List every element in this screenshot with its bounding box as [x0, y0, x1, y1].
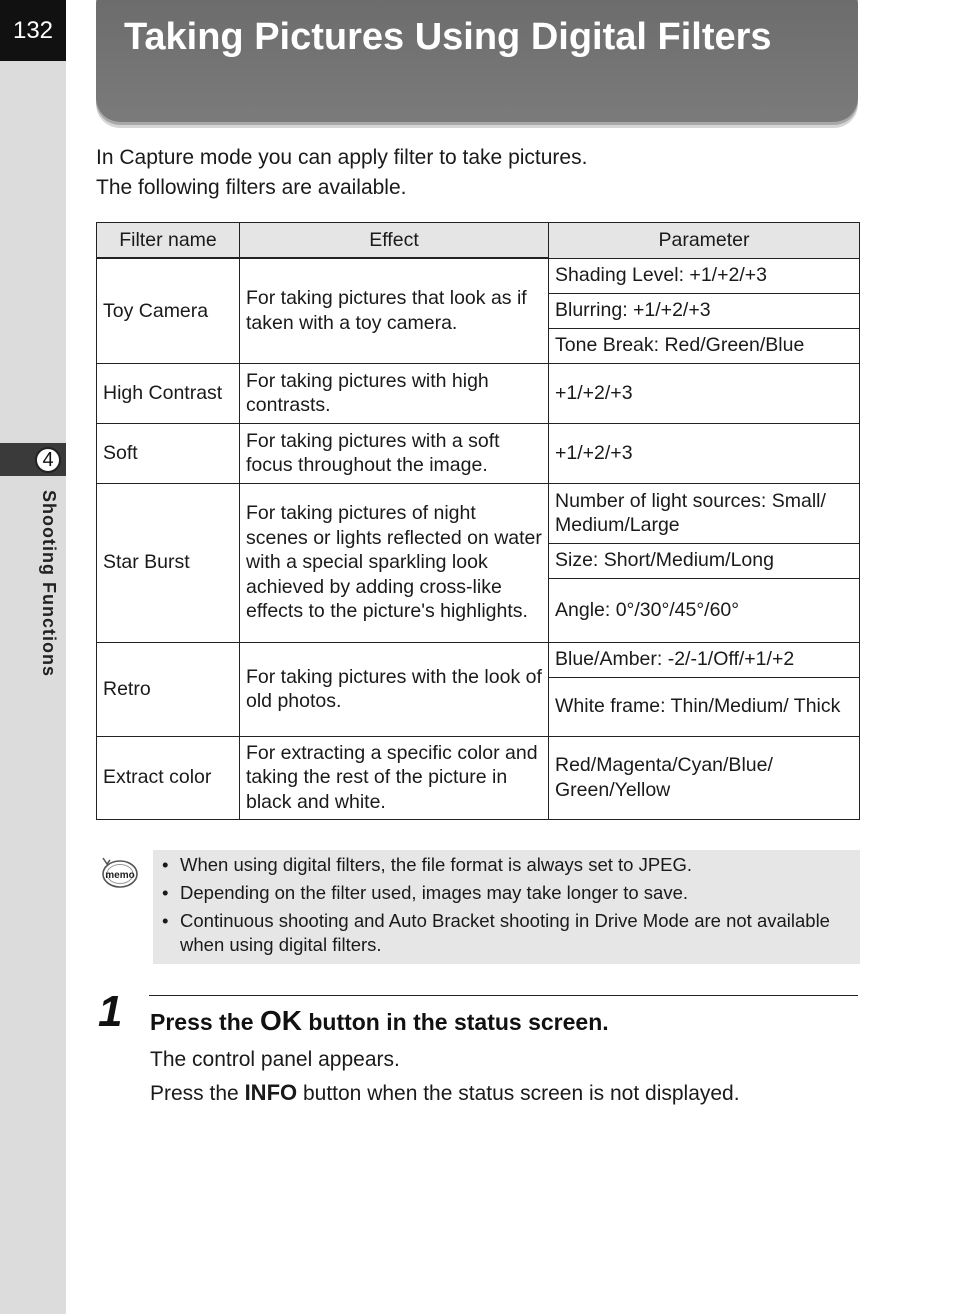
filter-param: Shading Level: +1/+2/+3: [549, 258, 860, 293]
filter-param: Blurring: +1/+2/+3: [549, 293, 860, 328]
memo-item: [162, 853, 852, 877]
filter-table: [96, 222, 860, 820]
filter-param: Tone Break: Red/Green/Blue: [549, 328, 860, 363]
filter-effect: For taking pictures of night scenes or lights reflected on water with a special sparkling look achieved by adding cross-like effects to the picture's highlights.: [240, 483, 549, 642]
info-button-glyph: INFO: [244, 1080, 298, 1105]
table-row: [97, 258, 860, 293]
table-row: [97, 642, 860, 677]
table-row: [97, 423, 860, 483]
memo-item-text: When using digital filters, the file format is always set to JPEG.: [180, 854, 693, 875]
filter-effect: For taking pictures that look as if taken with a toy camera.: [240, 258, 549, 363]
table-header-row: [97, 223, 860, 259]
memo-item-text: Depending on the filter used, images may take longer to save.: [180, 882, 689, 903]
filter-param: Red/Magenta/Cyan/Blue/ Green/Yellow: [549, 736, 860, 819]
step-line-2-before: Press the: [150, 1082, 239, 1105]
filter-name: High Contrast: [97, 363, 240, 423]
filter-effect: For taking pictures with the look of old photos.: [240, 642, 549, 736]
memo-bullet: •: [162, 882, 169, 903]
step-divider: [149, 995, 858, 996]
intro-line-1: In Capture mode you can apply filter to take pictures.: [96, 146, 588, 169]
header-parameter: Parameter: [549, 223, 860, 259]
filter-param: +1/+2/+3: [549, 423, 860, 483]
page-title: Taking Pictures Using Digital Filters: [124, 16, 772, 58]
filter-effect: For taking pictures with a soft focus throughout the image.: [240, 423, 549, 483]
filter-param: Number of light sources: Small/ Medium/Large: [549, 483, 860, 543]
step-heading-before: Press the: [150, 1009, 254, 1035]
filter-param: Size: Short/Medium/Long: [549, 543, 860, 578]
filter-param: +1/+2/+3: [549, 363, 860, 423]
filter-effect: For extracting a specific color and taking the rest of the picture in black and white.: [240, 736, 549, 819]
filter-name: Retro: [97, 642, 240, 736]
memo-item-text: Continuous shooting and Auto Bracket shooting in Drive Mode are not available when using digital filters.: [180, 910, 830, 955]
memo-icon-label: memo: [105, 870, 135, 881]
memo-bullet: •: [162, 910, 169, 931]
filter-effect: For taking pictures with high contrasts.: [240, 363, 549, 423]
chapter-label: Shooting Functions: [39, 490, 59, 677]
memo-item: [162, 909, 852, 957]
table-row: [97, 363, 860, 423]
step-number: 1: [98, 987, 123, 1036]
filter-param: White frame: Thin/Medium/ Thick: [549, 677, 860, 736]
header-filter-name: Filter name: [97, 223, 240, 259]
table-row: [97, 483, 860, 543]
step-line-2: [150, 1080, 740, 1106]
intro-line-2: The following filters are available.: [96, 176, 407, 199]
ok-button-glyph: OK: [259, 1005, 302, 1036]
header-effect: Effect: [240, 223, 549, 259]
filter-param: Blue/Amber: -2/-1/Off/+1/+2: [549, 642, 860, 677]
filter-name: Star Burst: [97, 483, 240, 642]
filter-param: Angle: 0°/30°/45°/60°: [549, 578, 860, 642]
filter-name: Toy Camera: [97, 258, 240, 363]
filter-name: Extract color: [97, 736, 240, 819]
memo-bullet: •: [162, 854, 169, 875]
page-number: 132: [0, 0, 66, 61]
memo-item: [162, 881, 852, 905]
step-heading-after: button in the status screen.: [308, 1009, 609, 1035]
filter-name: Soft: [97, 423, 240, 483]
chapter-number: 4: [35, 447, 61, 473]
step-line-1: The control panel appears.: [150, 1048, 400, 1071]
table-row: [97, 736, 860, 819]
step-line-2-after: button when the status screen is not displayed.: [302, 1082, 740, 1105]
step-heading: [150, 1005, 609, 1037]
memo-list: [162, 853, 852, 961]
memo-icon: [98, 854, 140, 890]
